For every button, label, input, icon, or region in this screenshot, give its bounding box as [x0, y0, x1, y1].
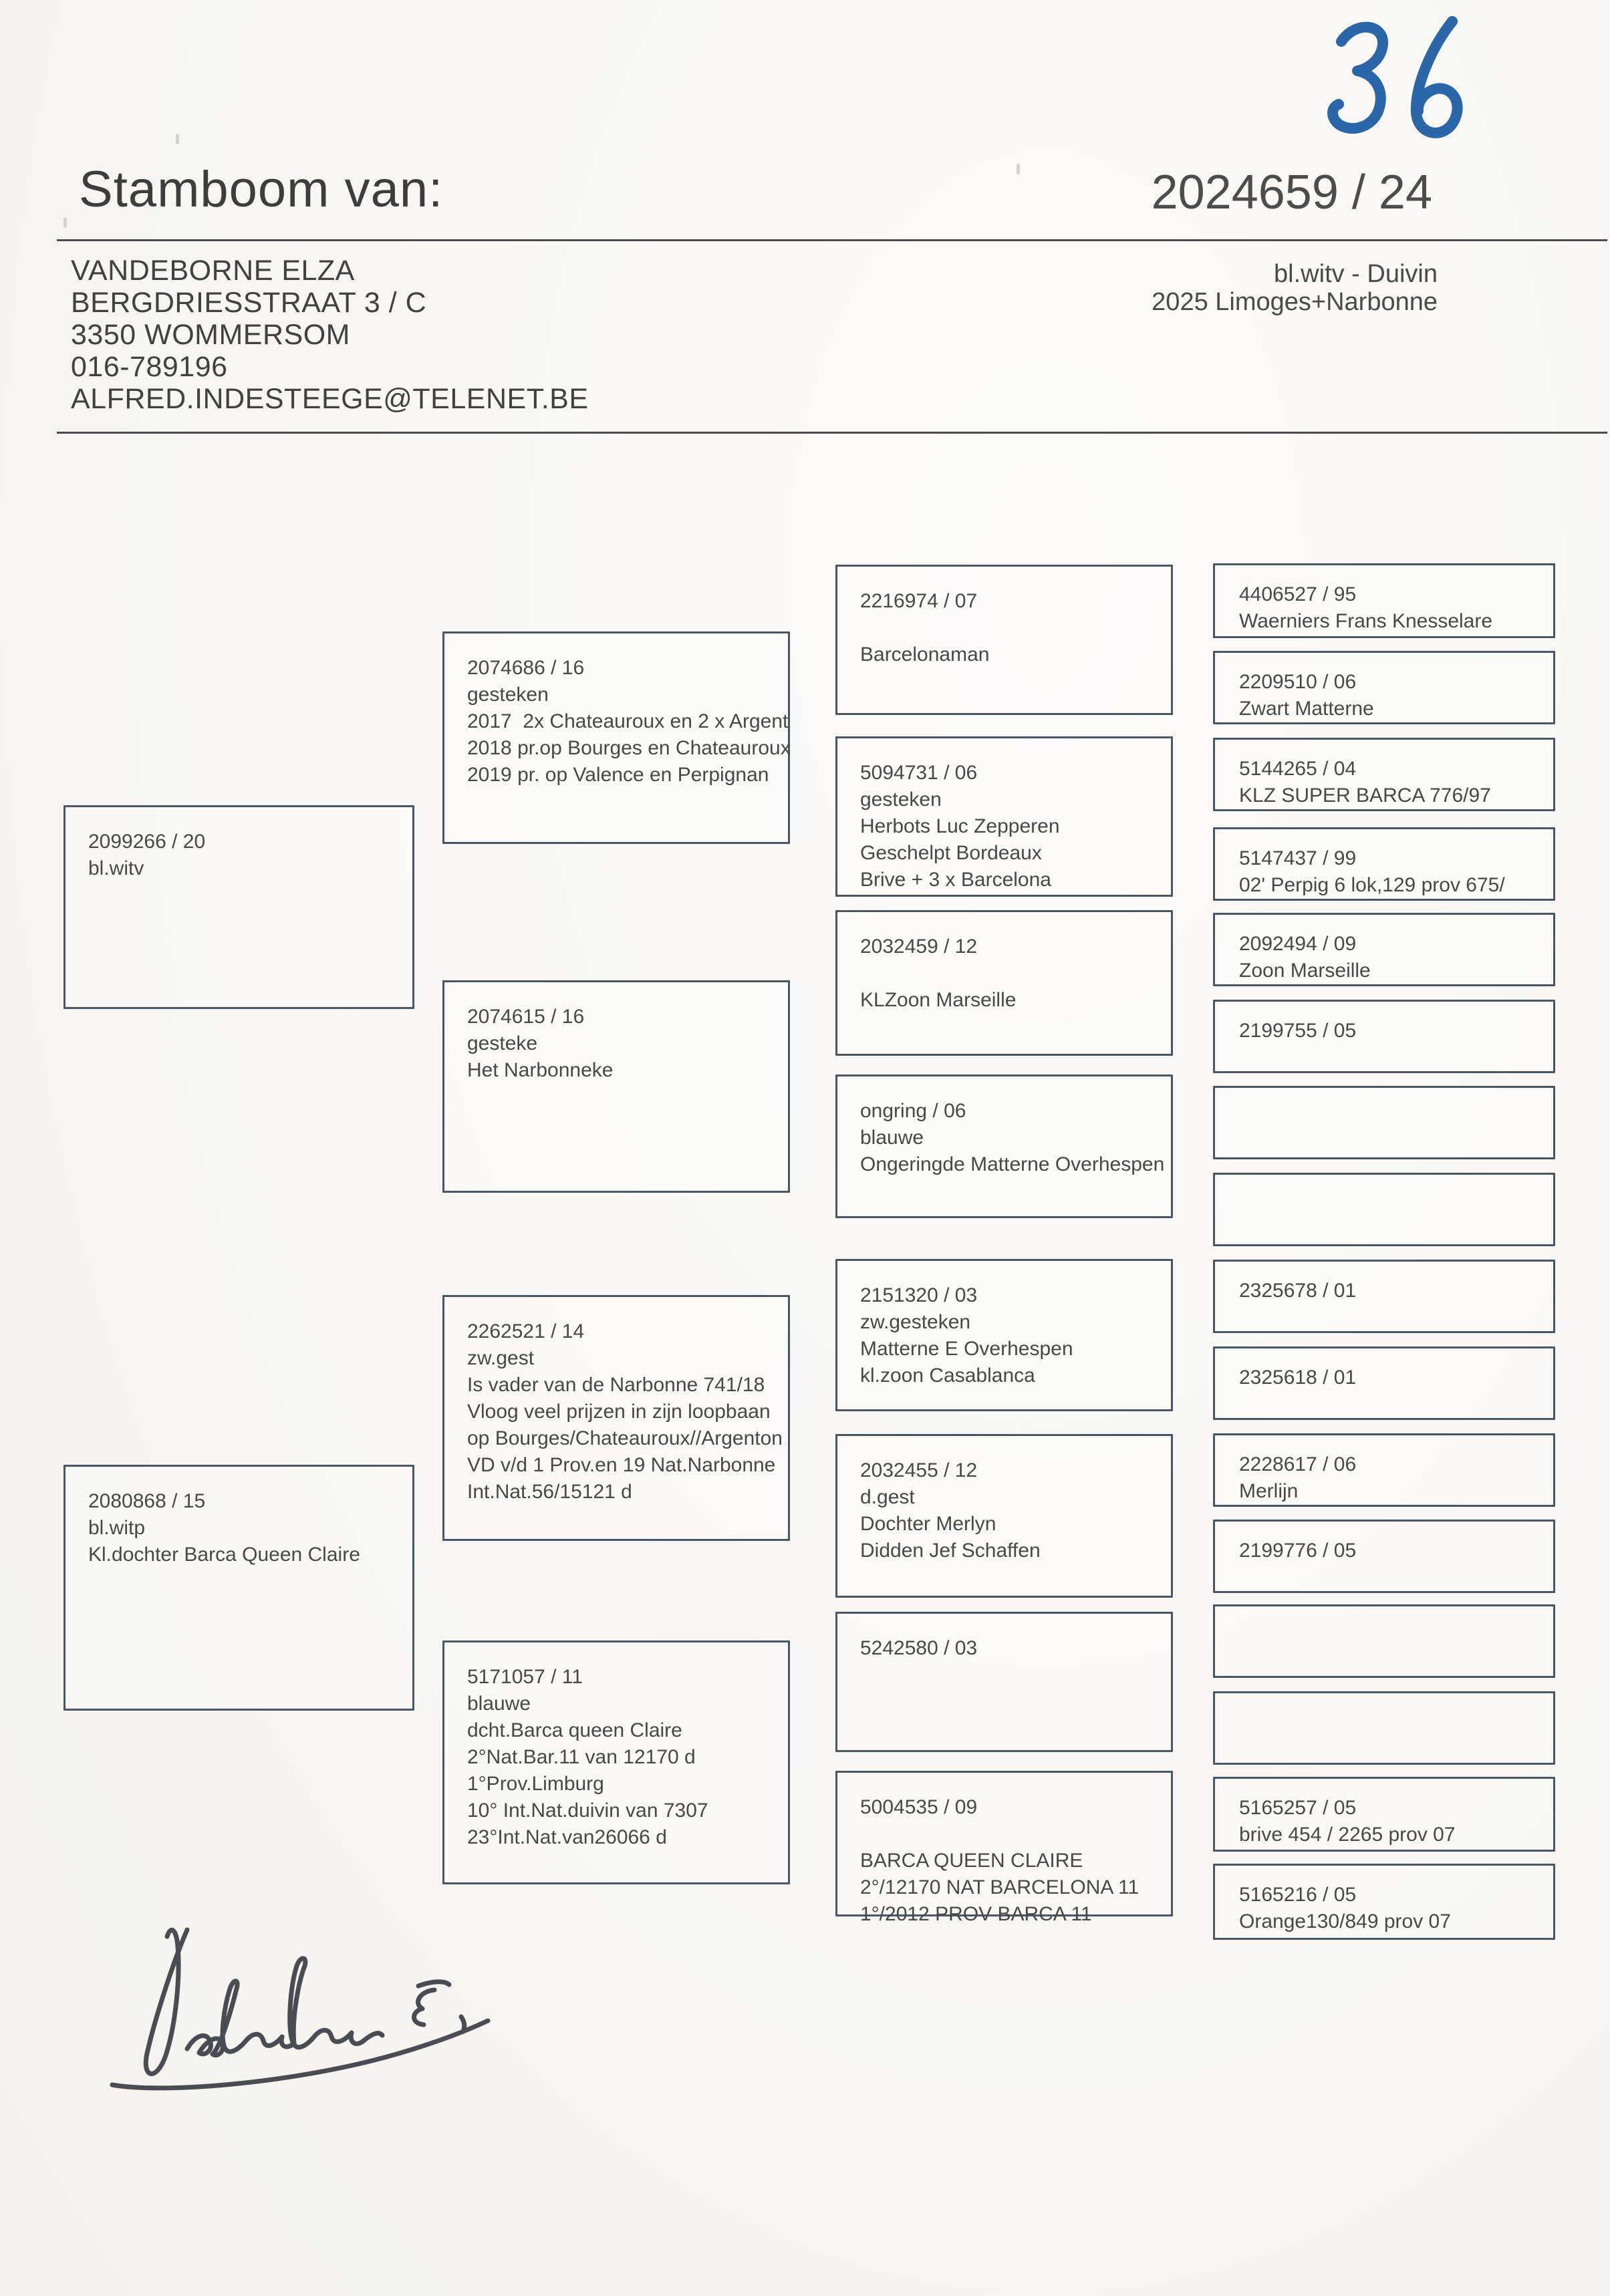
signature-scrawl-stroke	[187, 1959, 382, 2055]
box-line: 23°Int.Nat.van26066 d	[467, 1826, 667, 1848]
box-line: 5165216 / 05	[1239, 1884, 1357, 1906]
bird-races: 2025 Limoges+Narbonne	[1152, 288, 1438, 316]
box-line: ALFRED.INDESTEEGE@TELENET.BE	[71, 383, 589, 415]
pedigree-box-gen4-16	[1213, 1864, 1555, 1940]
pedigree-box-gen4-13	[1213, 1604, 1555, 1678]
box-line: gesteke	[467, 1032, 538, 1054]
box-line: 2092494 / 09	[1239, 933, 1357, 955]
box-line: 2032455 / 12	[860, 1459, 978, 1481]
box-line: 1°/2012 PROV BARCA 11	[860, 1903, 1092, 1925]
box-line: 2080868 / 15	[88, 1490, 206, 1512]
box-line: Ongeringde Matterne Overhespen	[860, 1153, 1165, 1175]
box-line: 2199776 / 05	[1239, 1540, 1357, 1562]
pedigree-box-gen4-5	[1213, 913, 1555, 986]
pedigree-box-gen4-12	[1213, 1520, 1555, 1593]
pedigree-box-gen3-1	[835, 565, 1173, 715]
box-line: Zwart Matterne	[1239, 698, 1374, 720]
box-line: 5147437 / 99	[1239, 847, 1357, 869]
box-line: dcht.Barca queen Claire	[467, 1719, 682, 1741]
box-line: Herbots Luc Zepperen	[860, 815, 1060, 837]
pedigree-box-gen4-15	[1213, 1777, 1555, 1852]
box-line: Int.Nat.56/15121 d	[467, 1481, 632, 1503]
box-line: Het Narbonneke	[467, 1059, 614, 1081]
box-line: kl.zoon Casablanca	[860, 1365, 1035, 1387]
header-divider-line	[57, 239, 1607, 241]
ring-number: 2024659 / 24	[1151, 166, 1432, 219]
pedigree-box-gen3-6	[835, 1434, 1173, 1598]
box-line: 5004535 / 09	[860, 1796, 978, 1818]
signature-E-stroke	[414, 1982, 464, 2029]
pedigree-box-gen4-2	[1213, 651, 1555, 724]
box-line: 2018 pr.op Bourges en Chateauroux	[467, 737, 791, 759]
pedigree-box-gen4-9	[1213, 1260, 1555, 1333]
pedigree-box-gen4-11	[1213, 1433, 1555, 1507]
scan-artifact	[63, 217, 67, 228]
box-line: bl.witp	[88, 1517, 146, 1539]
box-line: 2074686 / 16	[467, 657, 585, 679]
handwritten-page-number	[1300, 7, 1487, 160]
page-title: Stamboom van:	[79, 161, 444, 218]
pedigree-box-gen4-4	[1213, 827, 1555, 901]
box-line: Kl.dochter Barca Queen Claire	[88, 1544, 360, 1566]
signature	[87, 1910, 528, 2097]
pedigree-box-gen4-3	[1213, 738, 1555, 811]
box-line: 2°Nat.Bar.11 van 12170 d	[467, 1746, 696, 1768]
pedigree-box-gen3-5	[835, 1259, 1173, 1411]
pedigree-box-gen2-3	[442, 1295, 790, 1541]
box-line: 10° Int.Nat.duivin van 7307	[467, 1800, 708, 1822]
box-line: 2032459 / 12	[860, 936, 978, 958]
box-line: 02' Perpig 6 lok,129 prov 675/	[1239, 874, 1505, 896]
pedigree-box-gen3-8	[835, 1771, 1173, 1925]
box-line: 016-789196	[71, 351, 228, 383]
pedigree-box-gen4-6	[1213, 1000, 1555, 1073]
box-line: blauwe	[467, 1693, 531, 1715]
digit-6-stroke	[1416, 21, 1458, 133]
box-line: Is vader van de Narbonne 741/18	[467, 1374, 765, 1396]
pedigree-box-gen4-1	[1213, 563, 1555, 638]
box-line: 2262521 / 14	[467, 1320, 585, 1342]
box-line: 3350 WOMMERSOM	[71, 319, 350, 351]
pedigree-box-gen4-14	[1213, 1691, 1555, 1765]
box-line: 2019 pr. op Valence en Perpignan	[467, 764, 769, 786]
box-line: KLZoon Marseille	[860, 989, 1017, 1011]
box-line: VANDEBORNE ELZA	[71, 255, 355, 287]
box-line: KLZ SUPER BARCA 776/97	[1239, 784, 1491, 807]
owner-divider-line	[57, 432, 1607, 434]
pedigree-box-gen2-4	[442, 1640, 790, 1884]
pedigree-box-gen2-2	[442, 980, 790, 1193]
box-line: Orange130/849 prov 07	[1239, 1910, 1451, 1932]
pedigree-box-gen1-sire	[63, 805, 414, 1009]
box-line: 2216974 / 07	[860, 590, 978, 612]
owner-address	[71, 255, 589, 415]
pedigree-box-gen2-1	[442, 631, 790, 844]
box-line: BERGDRIESSTRAAT 3 / C	[71, 287, 427, 319]
box-line: 5094731 / 06	[860, 762, 978, 784]
box-line: Brive + 3 x Barcelona	[860, 869, 1051, 891]
box-line: Merlijn	[1239, 1480, 1299, 1502]
box-line: gesteken	[860, 788, 942, 811]
bird-info	[1152, 260, 1438, 316]
box-line: 2209510 / 06	[1239, 671, 1357, 693]
box-line: brive 454 / 2265 prov 07	[1239, 1824, 1456, 1846]
pedigree-box-gen4-10	[1213, 1346, 1555, 1420]
box-line: d.gest	[860, 1486, 915, 1508]
pedigree-box-gen4-7	[1213, 1086, 1555, 1159]
pedigree-box-gen3-7	[835, 1612, 1173, 1752]
box-line: gesteken	[467, 684, 549, 706]
box-line: Vloog veel prijzen in zijn loopbaan	[467, 1401, 771, 1423]
box-line	[860, 960, 1171, 987]
pedigree-box-gen1-dam	[63, 1465, 414, 1711]
box-line: 2325678 / 01	[1239, 1280, 1357, 1302]
box-line	[860, 615, 1171, 641]
pedigree-box-gen3-2	[835, 736, 1173, 897]
signature-initial-stroke	[146, 1930, 187, 2073]
box-line: 5165257 / 05	[1239, 1797, 1357, 1819]
box-line: zw.gesteken	[860, 1311, 971, 1333]
box-line: 2017 2x Chateauroux en 2 x Argent	[467, 710, 789, 732]
box-line: Matterne E Overhespen	[860, 1338, 1073, 1360]
box-line	[860, 1821, 1171, 1848]
box-line: Geschelpt Bordeaux	[860, 842, 1042, 864]
box-line: Waerniers Frans Knesselare	[1239, 610, 1493, 632]
box-line: 5144265 / 04	[1239, 758, 1357, 780]
pedigree-box-gen3-3	[835, 910, 1173, 1056]
signature-underline-stroke	[112, 2021, 488, 2088]
box-line: VD v/d 1 Prov.en 19 Nat.Narbonne	[467, 1454, 776, 1476]
box-line: Barcelonaman	[860, 643, 990, 666]
bird-color-sex: bl.witv - Duivin	[1274, 260, 1438, 288]
scan-artifact	[176, 134, 179, 144]
box-line: 2074615 / 16	[467, 1006, 585, 1028]
box-line: 5242580 / 03	[860, 1637, 978, 1659]
box-line: blauwe	[860, 1127, 924, 1149]
box-line: Zoon Marseille	[1239, 960, 1371, 982]
pedigree-box-gen4-8	[1213, 1173, 1555, 1246]
box-line: 2228617 / 06	[1239, 1453, 1357, 1475]
box-line: 2099266 / 20	[88, 831, 206, 853]
box-line: zw.gest	[467, 1347, 535, 1369]
digit-3-stroke	[1333, 27, 1383, 129]
box-line: 1°Prov.Limburg	[467, 1773, 604, 1795]
box-line: 2°/12170 NAT BARCELONA 11	[860, 1876, 1139, 1898]
pedigree-box-gen3-4	[835, 1074, 1173, 1218]
box-line: op Bourges/Chateauroux//Argenton	[467, 1427, 783, 1449]
scan-artifact	[1017, 164, 1020, 174]
box-line: 2199755 / 05	[1239, 1020, 1357, 1042]
box-line: 5171057 / 11	[467, 1666, 583, 1688]
box-line: BARCA QUEEN CLAIRE	[860, 1850, 1083, 1872]
box-line: Dochter Merlyn	[860, 1513, 996, 1535]
box-line: 2325618 / 01	[1239, 1367, 1357, 1389]
box-line: 2151320 / 03	[860, 1284, 978, 1306]
box-line: Didden Jef Schaffen	[860, 1540, 1041, 1562]
box-line: 4406527 / 95	[1239, 583, 1357, 605]
box-line: ongring / 06	[860, 1100, 966, 1122]
box-line: bl.witv	[88, 857, 144, 879]
